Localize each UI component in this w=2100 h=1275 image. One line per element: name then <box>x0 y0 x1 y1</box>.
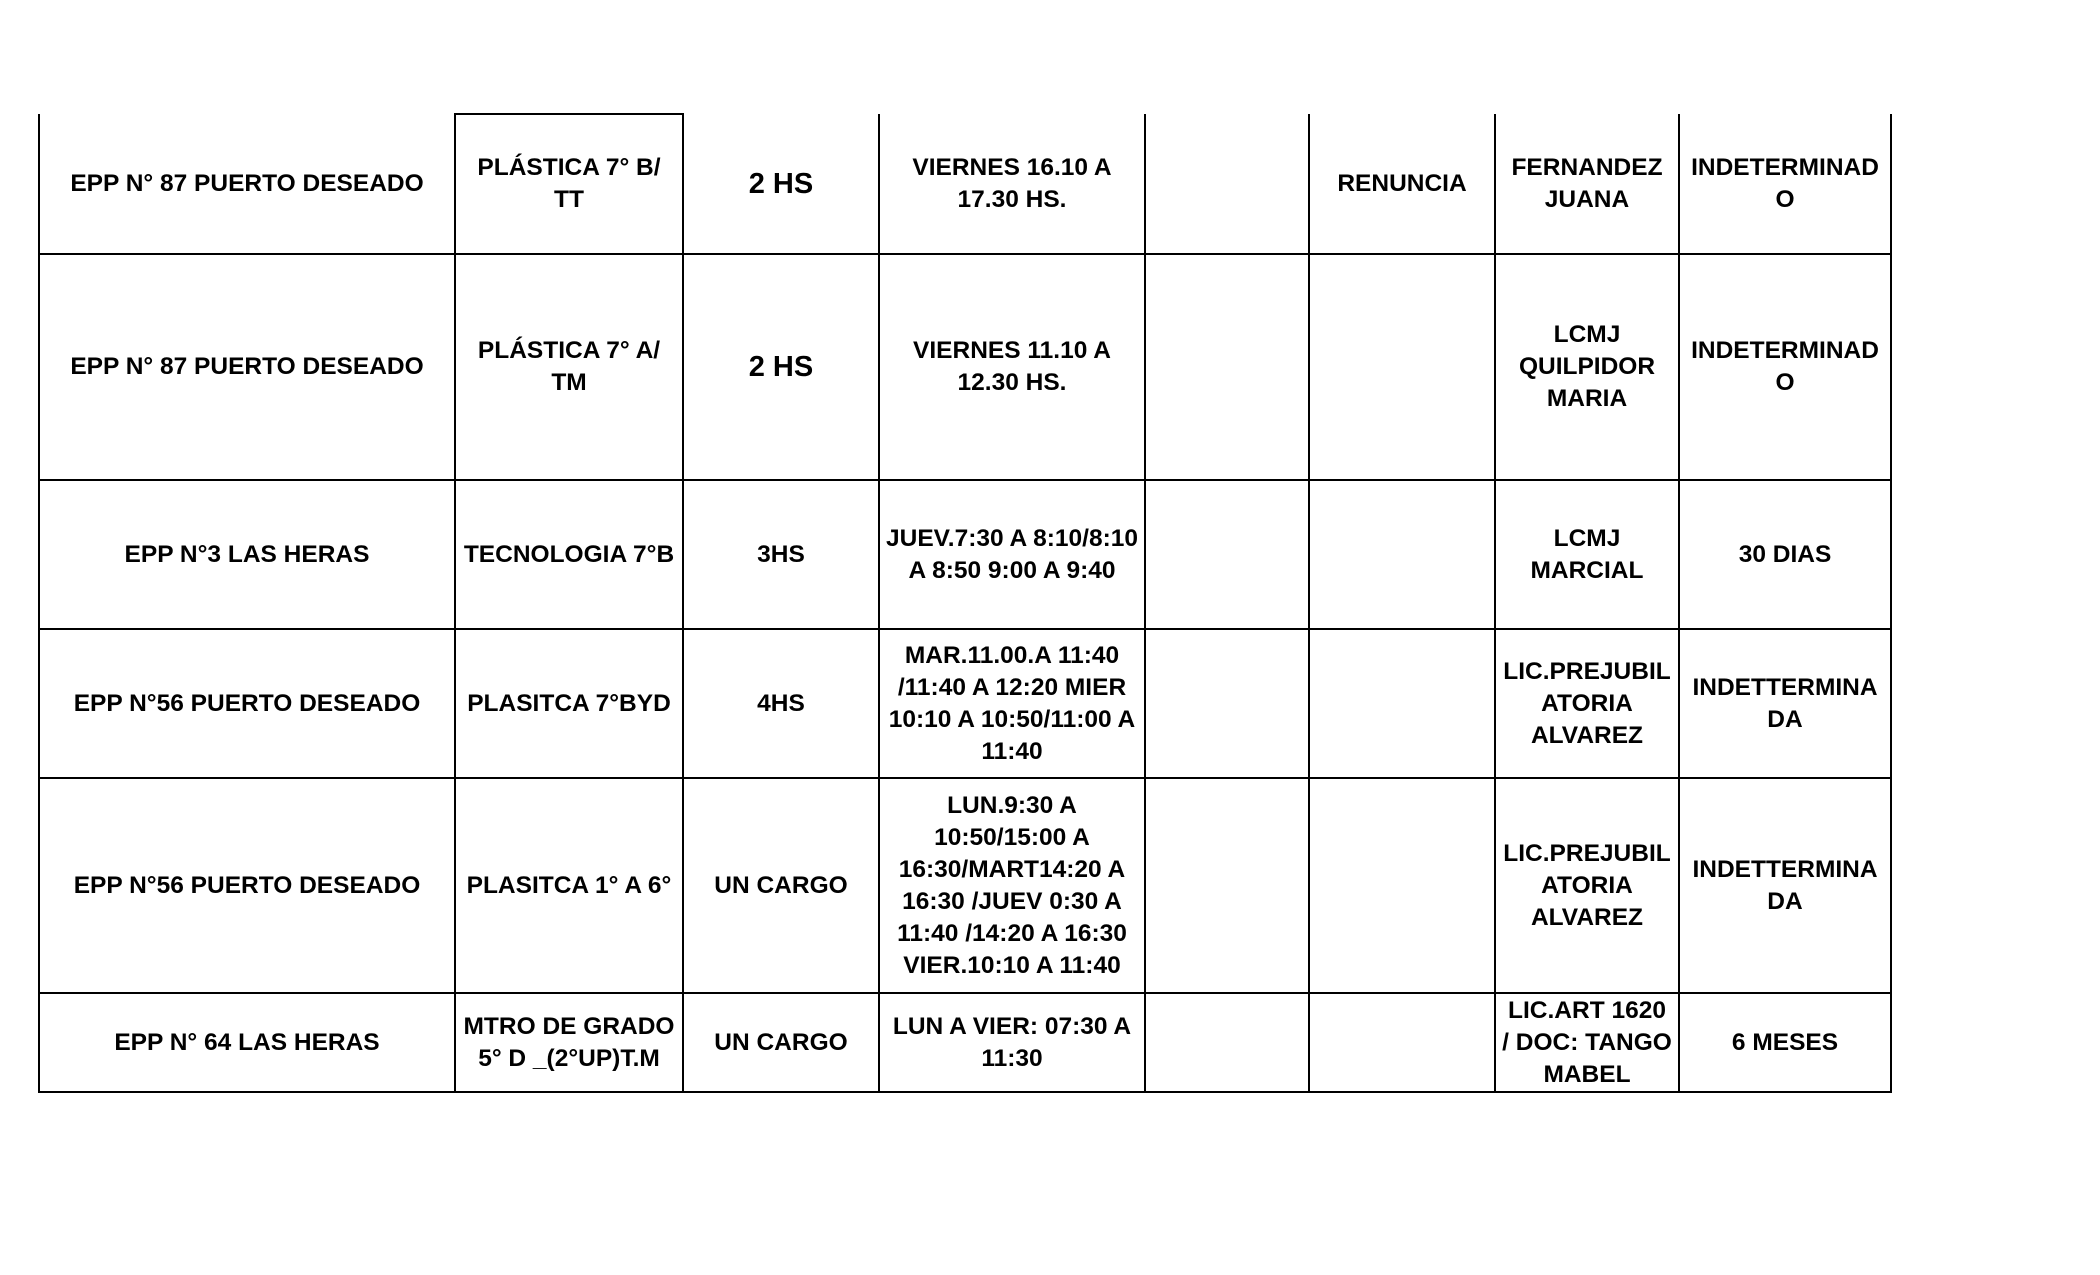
table-row <box>39 778 1891 993</box>
schedule-cell: LUN A VIER: 07:30 A 11:30 <box>879 993 1145 1092</box>
subject-cell: PLASITCA 1° A 6° <box>455 778 683 993</box>
schedule-cell: LUN.9:30 A 10:50/15:00 A 16:30/MART14:20 A 16:30 /JUEV 0:30 A 11:40 /14:20 A 16:30 VIER.10:10 A 11:40 <box>879 778 1145 993</box>
reason-cell <box>1309 480 1495 629</box>
empty-cell <box>1145 114 1309 254</box>
school-cell: EPP N° 64 LAS HERAS <box>39 993 455 1092</box>
table-row <box>39 254 1891 480</box>
schedule-cell: VIERNES 11.10 A 12.30 HS. <box>879 254 1145 480</box>
duration-cell: INDETERMINADO <box>1679 114 1891 254</box>
hours-cell: 2 HS <box>683 254 879 480</box>
hours-cell: UN CARGO <box>683 993 879 1092</box>
empty-cell <box>1145 480 1309 629</box>
school-cell: EPP N° 87 PUERTO DESEADO <box>39 114 455 254</box>
duration-cell: INDETTERMINADA <box>1679 778 1891 993</box>
schedule-cell: VIERNES 16.10 A 17.30 HS. <box>879 114 1145 254</box>
schedule-cell: MAR.11.00.A 11:40 /11:40 A 12:20 MIER 10:10 A 10:50/11:00 A 11:40 <box>879 629 1145 778</box>
hours-cell: 4HS <box>683 629 879 778</box>
school-cell: EPP N°56 PUERTO DESEADO <box>39 629 455 778</box>
table-row <box>39 114 1891 254</box>
hours-cell: 3HS <box>683 480 879 629</box>
school-cell: EPP N°56 PUERTO DESEADO <box>39 778 455 993</box>
holder-cell: LIC.PREJUBILATORIA ALVAREZ <box>1495 629 1679 778</box>
holder-text: LIC.ART 1620 / DOC: TANGO MABEL <box>1502 996 1672 1088</box>
duration-cell: INDETTERMINADA <box>1679 629 1891 778</box>
subject-cell: TECNOLOGIA 7°B <box>455 480 683 629</box>
schedule-cell: JUEV.7:30 A 8:10/8:10 A 8:50 9:00 A 9:40 <box>879 480 1145 629</box>
duration-cell: 6 MESES <box>1679 993 1891 1092</box>
empty-cell <box>1145 629 1309 778</box>
holder-cell: FERNANDEZ JUANA <box>1495 114 1679 254</box>
duration-cell: 30 DIAS <box>1679 480 1891 629</box>
table-row <box>39 629 1891 778</box>
holder-cell: LIC.PREJUBILATORIA ALVAREZ <box>1495 778 1679 993</box>
empty-cell <box>1145 993 1309 1092</box>
holder-cell <box>1495 993 1679 1092</box>
reason-cell: RENUNCIA <box>1309 114 1495 254</box>
reason-cell <box>1309 254 1495 480</box>
subject-cell: MTRO DE GRADO 5° D _(2°UP)T.M <box>455 993 683 1092</box>
table-row <box>39 993 1891 1092</box>
empty-cell <box>1145 778 1309 993</box>
reason-cell <box>1309 629 1495 778</box>
vacancies-table <box>38 113 1892 1093</box>
empty-cell <box>1145 254 1309 480</box>
subject-cell: PLÁSTICA 7° B/ TT <box>455 114 683 254</box>
school-cell: EPP N°3 LAS HERAS <box>39 480 455 629</box>
reason-cell <box>1309 993 1495 1092</box>
subject-cell: PLÁSTICA 7° A/ TM <box>455 254 683 480</box>
duration-cell: INDETERMINADO <box>1679 254 1891 480</box>
hours-cell: UN CARGO <box>683 778 879 993</box>
reason-cell <box>1309 778 1495 993</box>
hours-cell: 2 HS <box>683 114 879 254</box>
table-row <box>39 480 1891 629</box>
holder-cell: LCMJ MARCIAL <box>1495 480 1679 629</box>
subject-cell: PLASITCA 7°BYD <box>455 629 683 778</box>
holder-cell: LCMJ QUILPIDOR MARIA <box>1495 254 1679 480</box>
school-cell: EPP N° 87 PUERTO DESEADO <box>39 254 455 480</box>
